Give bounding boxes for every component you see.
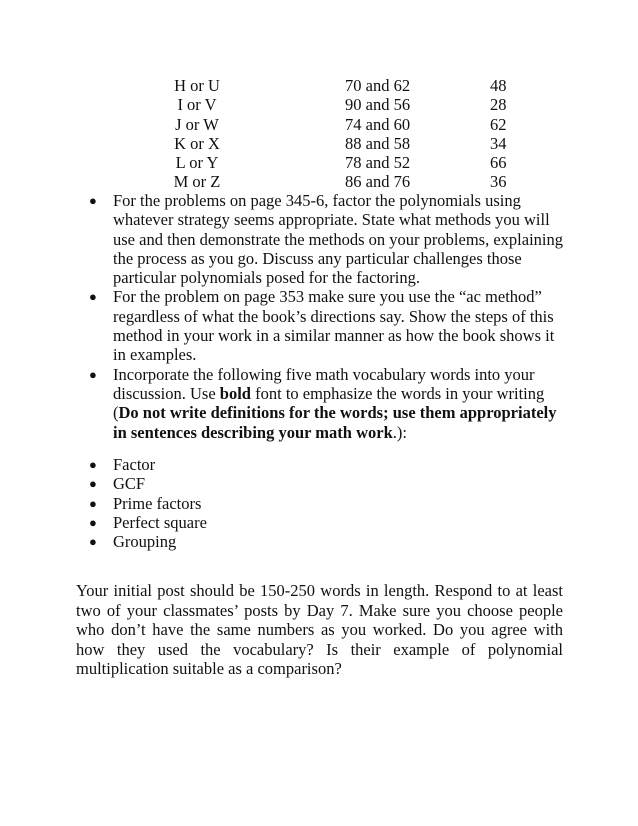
bold-text: bold: [219, 383, 251, 403]
list-item: [0, 455, 638, 474]
vocab-word: Prime factors: [113, 493, 202, 513]
assignment-table: [0, 76, 638, 192]
bullet-icon: ●: [89, 514, 97, 530]
list-item: [0, 191, 638, 287]
letters-cell: H or U: [174, 76, 220, 95]
list-item: [0, 532, 638, 551]
number-cell: 36: [490, 172, 507, 192]
bullet-icon: ●: [89, 495, 97, 511]
bullet-icon: ●: [89, 457, 97, 472]
list-item: [0, 474, 638, 493]
bullet-icon: ●: [89, 476, 97, 492]
text-run: .):: [392, 422, 407, 442]
text-run: Incorporate the following five math vocabulary words into your discussion. Use: [113, 364, 535, 403]
vocab-word: Perfect square: [113, 512, 207, 532]
bullet-icon: ●: [89, 289, 97, 305]
letters-cell: J or W: [175, 114, 219, 134]
instructions-list: [0, 191, 638, 442]
number-pair-cell: 86 and 76: [345, 172, 411, 192]
table-row: [0, 76, 638, 95]
table-row: [0, 172, 638, 191]
text-run: font to emphasize the words in your writing (: [113, 383, 545, 423]
closing-paragraph: Your initial post should be 150-250 words in length. Respond to at least two of your classmates’ posts by Day 7. Make sure you choose people who don’t have the same numbers as you worked. Do you agree with how they used the vocabulary? Is their example of polynomial multiplication suitable as a comparison?: [76, 581, 563, 679]
instruction-text: For the problem on page 353 make sure you use the “ac method” regardless of what the book’s directions say. Show the steps of this method in your work in a similar manner as how the book shows it in examples.: [113, 287, 555, 365]
number-pair-cell: 70 and 62: [345, 76, 411, 95]
instruction-text: For the problems on page 345-6, factor the polynomials using whatever strategy seems appropriate. State what methods you will use and then demonstrate the methods on your problems, explaining the process as you go. Discuss any particular challenges those particular polynomials posed for the factoring.: [113, 191, 563, 288]
list-item: [0, 365, 638, 442]
table-row: [0, 134, 638, 153]
instruction-text: [113, 365, 557, 442]
vocab-word: GCF: [113, 474, 146, 494]
number-cell: 28: [490, 95, 507, 115]
list-item: [0, 287, 638, 364]
number-cell: 48: [490, 76, 507, 95]
table-row: [0, 115, 638, 134]
number-cell: 66: [490, 153, 507, 173]
number-pair-cell: 74 and 60: [345, 114, 411, 134]
letters-cell: K or X: [174, 133, 220, 153]
bullet-icon: ●: [89, 193, 97, 208]
bold-text: Do not write definitions for the words; use them appropriately in sentences describing your math work: [113, 403, 557, 442]
list-item: [0, 494, 638, 513]
list-item: [0, 513, 638, 532]
number-cell: 62: [490, 114, 507, 134]
vocabulary-list: [0, 455, 638, 551]
vocab-word: Factor: [113, 455, 156, 474]
letters-cell: M or Z: [173, 172, 221, 192]
letters-cell: L or Y: [175, 153, 219, 173]
number-pair-cell: 90 and 56: [345, 95, 411, 115]
letters-cell: I or V: [177, 95, 217, 115]
table-row: [0, 95, 638, 114]
table-row: [0, 153, 638, 172]
bullet-icon: ●: [89, 366, 97, 382]
number-pair-cell: 88 and 58: [345, 133, 411, 153]
bullet-icon: ●: [89, 534, 97, 550]
vocab-word: Grouping: [113, 532, 177, 552]
number-pair-cell: 78 and 52: [345, 153, 411, 173]
number-cell: 34: [490, 133, 507, 153]
